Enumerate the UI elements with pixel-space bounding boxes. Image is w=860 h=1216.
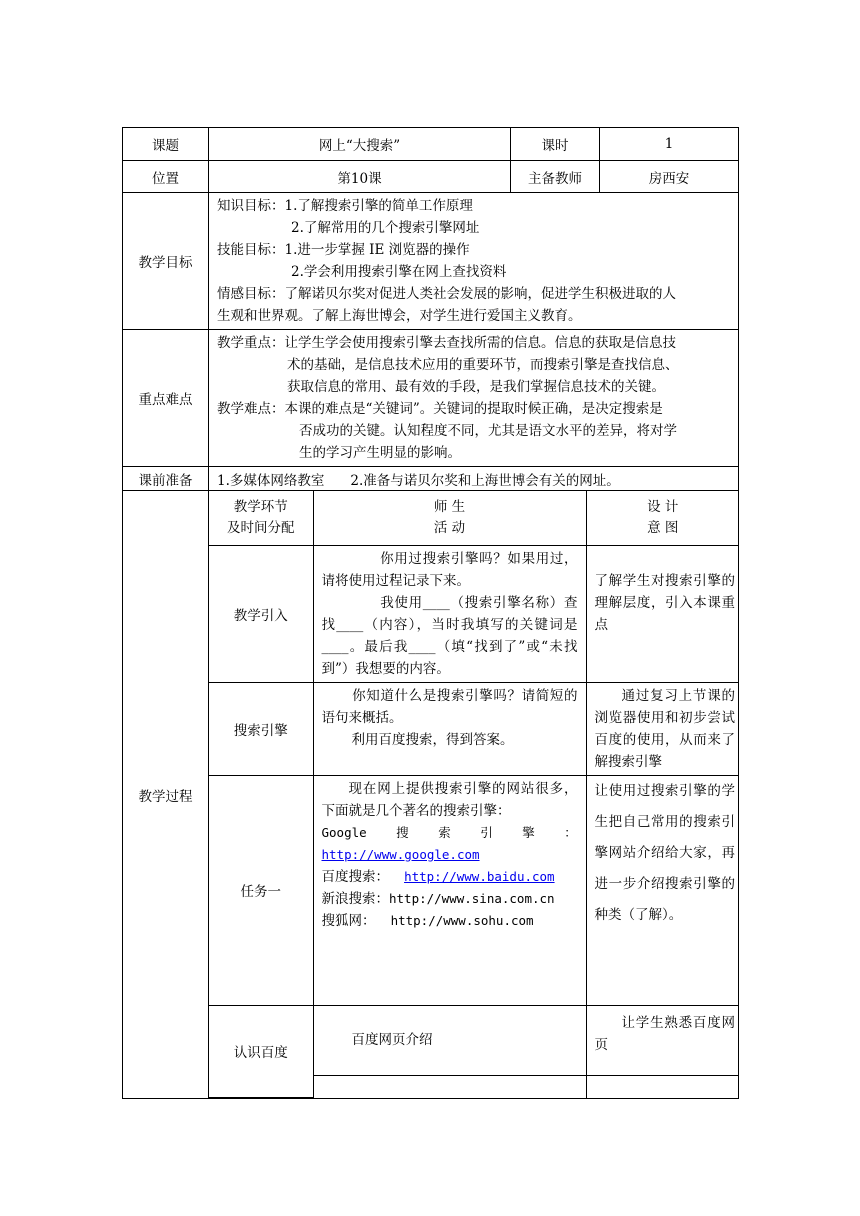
- activity-header: [313, 491, 586, 545]
- google-link[interactable]: http://www.google.com: [321, 846, 480, 862]
- focus-line-2: 术的基础，是信息技术应用的重要环节，而搜索引擎是查找信息、: [287, 357, 679, 373]
- design-header-1: 设 计: [647, 498, 679, 515]
- design-header: [586, 491, 739, 545]
- difficulty-line-2: 否成功的关键。认知程度不同，尤其是语文水平的差异，将对学: [299, 423, 677, 439]
- table-row: [209, 682, 739, 775]
- stage-baidu: 认识百度: [209, 1005, 313, 1097]
- focus-line-3: 获取信息的常用、最有效的手段，是我们掌握信息技术的关键。: [287, 379, 665, 395]
- sina-label: 新浪搜索：: [321, 890, 389, 907]
- lesson-plan-table: [122, 127, 739, 1099]
- baidu-link[interactable]: http://www.baidu.com: [404, 868, 555, 884]
- activity-baidu-text: 百度网页介绍: [351, 1032, 433, 1049]
- activity-header-1: 师 生: [433, 498, 466, 515]
- google-line: [322, 822, 578, 844]
- stage-search-engine: 搜索引擎: [209, 682, 313, 775]
- objectives-content: [209, 193, 739, 330]
- process-label: 教学过程: [123, 491, 209, 1099]
- objectives-label: 教学目标: [123, 193, 209, 330]
- stage-header-2: 及时间分配: [227, 519, 295, 536]
- table-row: [209, 1005, 739, 1075]
- period-value: 1: [600, 128, 739, 161]
- difficulty-line-3: 生的学习产生明显的影响。: [299, 445, 461, 461]
- design-baidu-text: 让学生熟悉百度网页: [594, 1014, 735, 1053]
- stage-task-one: 任务一: [209, 775, 313, 1005]
- knowledge-2: 2.了解常用的几个搜索引擎网址: [291, 220, 480, 236]
- topic-label: 课题: [123, 128, 209, 161]
- emotion-line-1: 情感目标：了解诺贝尔奖对促进人类社会发展的影响，促进学生积极进取的人: [217, 286, 676, 302]
- design-empty: [586, 1075, 739, 1097]
- skill-1: 1.进一步掌握 IE 浏览器的操作: [284, 242, 470, 258]
- google-url-line: [322, 844, 578, 866]
- design-search-engine: [586, 682, 739, 775]
- process-cell: [209, 491, 739, 1099]
- activity-intro-p2: 我使用____（搜索引擎名称）查找____（内容），当时我填写的关键词是____。最后我____（填“找到了”或“未找到”）我想要的内容。: [321, 594, 578, 677]
- activity-task-one: [313, 775, 586, 1005]
- knowledge-line-1: [217, 195, 732, 217]
- baidu-label: 百度搜索：: [321, 868, 389, 885]
- sina-line: [322, 888, 578, 910]
- preparation-item-2: 2.准备与诺贝尔奖和上海世博会有关的网址。: [350, 472, 620, 489]
- skill-2: 2.学会利用搜索引擎在网上查找资料: [291, 264, 507, 280]
- difficulty-line-1: 教学难点：本课的难点是“关键词”。关键词的提取时候正确，是决定搜索是: [217, 401, 663, 417]
- stage-header: [209, 491, 313, 545]
- activity-header-2: 活 动: [433, 519, 466, 536]
- period-label: 课时: [511, 128, 600, 161]
- key-points-content: [209, 330, 739, 467]
- design-header-2: 意 图: [647, 519, 679, 536]
- table-row: [209, 545, 739, 682]
- topic-value: 网上“大搜索”: [209, 128, 511, 161]
- sohu-line: [322, 910, 578, 932]
- baidu-line: [322, 866, 578, 888]
- activity-empty: [313, 1075, 586, 1097]
- activity-search-p2: 利用百度搜索，得到答案。: [351, 731, 514, 748]
- process-table: [209, 491, 739, 1098]
- design-baidu: [586, 1005, 739, 1075]
- emotion-line-2: 生观和世界观。了解上海世博会，对学生进行爱国主义教育。: [217, 308, 582, 324]
- skill-line-1: [217, 239, 732, 261]
- activity-baidu: [313, 1005, 586, 1075]
- knowledge-1: 1.了解搜索引擎的简单工作原理: [284, 198, 473, 214]
- activity-search-engine: [313, 682, 586, 775]
- activity-intro: [313, 545, 586, 682]
- preparation-label: 课前准备: [123, 467, 209, 491]
- sina-url: http://www.sina.com.cn: [389, 890, 555, 906]
- sohu-label: 搜狐网：: [321, 912, 376, 929]
- activity-task-p1: 现在网上提供搜索引擎的网站很多，下面就是几个著名的搜索引擎：: [321, 780, 578, 819]
- design-intro: 了解学生对搜索引擎的理解层度，引入本课重点: [586, 545, 739, 682]
- design-search-text: 通过复习上节课的浏览器使用和初步尝试百度的使用，从而来了解搜索引擎: [594, 687, 735, 770]
- skill-title: 技能目标：: [217, 242, 285, 258]
- stage-header-1: 教学环节: [233, 498, 288, 515]
- knowledge-title: 知识目标：: [217, 198, 285, 214]
- sohu-url: http://www.sohu.com: [390, 912, 534, 928]
- teacher-value: 房西安: [600, 161, 739, 193]
- teacher-label: 主备教师: [511, 161, 600, 193]
- position-label: 位置: [123, 161, 209, 193]
- preparation-item-1: 1.多媒体网络教室: [217, 472, 325, 489]
- design-task-one: 让使用过搜索引擎的学生把自己常用的搜索引擎网站介绍给大家，再进一步介绍搜索引擎的种类（了解）。: [586, 775, 739, 1005]
- focus-line-1: 教学重点：让学生学会使用搜索引擎去查找所需的信息。信息的获取是信息技: [217, 335, 676, 351]
- stage-intro: 教学引入: [209, 545, 313, 682]
- activity-intro-p1: 你用过搜索引擎吗？如果用过，请将使用过程记录下来。: [321, 550, 578, 589]
- activity-search-p1: 你知道什么是搜索引擎吗？请简短的语句来概括。: [321, 687, 578, 726]
- preparation-content: [209, 467, 739, 491]
- position-value: 第10课: [209, 161, 511, 193]
- table-row: [209, 775, 739, 1005]
- google-label: Google 搜 索 引 擎 ：: [321, 824, 577, 840]
- key-points-label: 重点难点: [123, 330, 209, 467]
